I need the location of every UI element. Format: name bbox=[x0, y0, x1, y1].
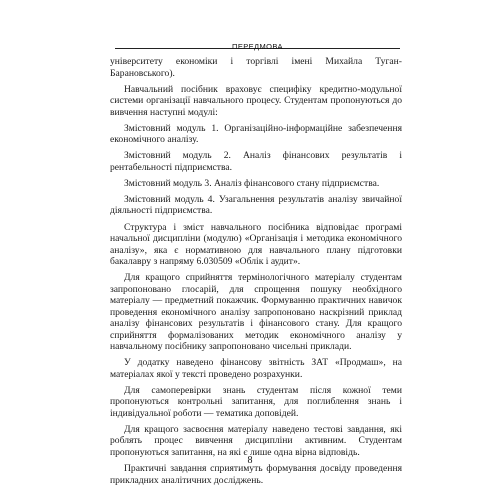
paragraph-tests: Для кращого засвоєння матеріалу наведено тестові завдання, які роблять процес вивчення дисципліни активним. Студентам пропонуються запитання, на які є лише одна вірна відповідь. bbox=[110, 423, 402, 458]
paragraph-module-1: Змістовний модуль 1. Організаційно-інформаційне забезпечення економічного аналізу. bbox=[110, 122, 402, 146]
paragraph-module-3: Змістовний модуль 3. Аналіз фінансового стану підприємства. bbox=[124, 177, 380, 189]
paragraph-self-check: Для самоперевірки знань студентам після кожної теми пропонуються контрольні запитання, для поглиблення знань і індивідуальної роботи — тематика доповідей. bbox=[110, 384, 402, 419]
body-text bbox=[110, 56, 402, 491]
running-header bbox=[115, 36, 400, 49]
paragraph-module-4: Змістовний модуль 4. Узагальнення результатів аналізу звичайної діяльності підприємства. bbox=[110, 193, 402, 217]
paragraph-glossary: Для кращого сприйняття термінологічного матеріалу студентам запропоновано глосарій, для спрощення пошуку необхідного матеріалу — предметний покажчик. Формуванню практичних навичок проведення економічного аналізу запропоновано наскрізний приклад аналізу фінансових результатів і фінансового стану. Для кращого сприйняття формалізованих методик економічного аналізу у навчальному посібнику запропоновано чисельні приклади. bbox=[110, 272, 402, 353]
paragraph-continuation: університету економіки і торгівлі імені Михайла Туган-Барановського). bbox=[110, 56, 402, 79]
paragraph-practical: Практичні завдання сприятимуть формування досвіду проведення прикладних аналітичних досліджень. bbox=[110, 463, 402, 486]
page-number: 8 bbox=[247, 455, 253, 466]
running-title: ПЕРЕДМОВА bbox=[232, 42, 283, 51]
paragraph-structure: Структура і зміст навчального посібника відповідає програмі начальної дисципліни (модулю) «Організація і методика економічного аналізу», яка є нормативною для навчального плану підготовки бакалавру з напряму 6.030509 «Облік і аудит». bbox=[110, 221, 402, 268]
paragraph-appendix: У додатку наведено фінансову звітність ЗАТ «Продмаш», на матеріалах якої у тексті проведено розрахунки. bbox=[110, 357, 402, 380]
paragraph-credit-module: Навчальний посібник враховує специфіку кредитно-модульної системи організації навчального процесу. Студентам пропонуються до вивчення наступні модулі: bbox=[110, 83, 402, 118]
paragraph-module-2: Змістовний модуль 2. Аналіз фінансових результатів і рентабельності підприємства. bbox=[110, 150, 402, 173]
